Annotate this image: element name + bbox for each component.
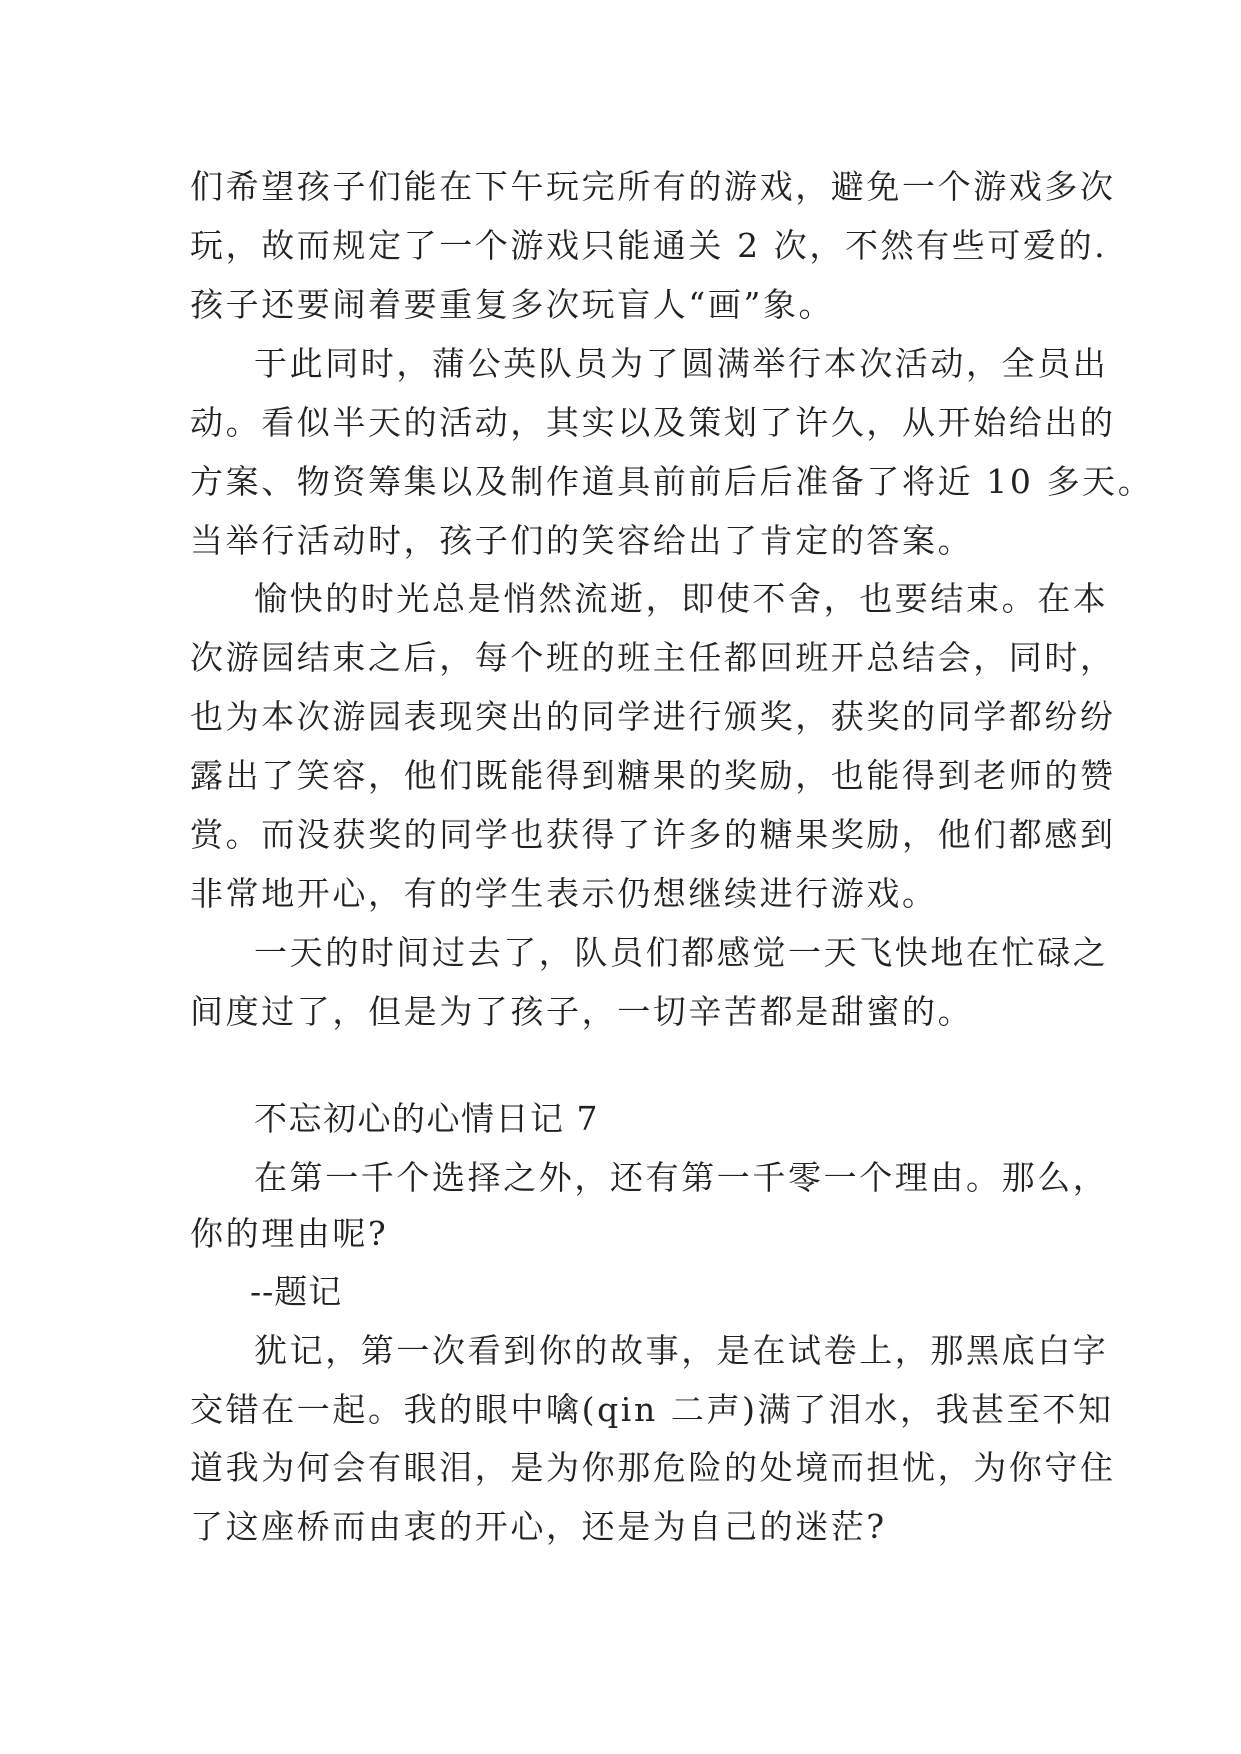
text-line: 赏。而没获奖的同学也获得了许多的糖果奖励，他们都感到 (190, 815, 1116, 854)
text-line: 你的理由呢? (190, 1214, 389, 1253)
section-title: 不忘初心的心情日记 7 (254, 1099, 599, 1138)
paragraph-start-line: 在第一千个选择之外，还有第一千零一个理由。那么， (254, 1158, 1109, 1197)
epigraph-label: --题记 (250, 1272, 343, 1311)
text-line: 孩子还要闹着要重复多次玩盲人“画”象。 (190, 285, 835, 324)
text-line: 露出了笑容，他们既能得到糖果的奖励，也能得到老师的赞 (190, 756, 1116, 795)
text-line: 次游园结束之后，每个班的班主任都回班开总结会，同时， (190, 638, 1116, 677)
text-line: 交错在一起。我的眼中噙(qin 二声)满了泪水，我甚至不知 (190, 1390, 1114, 1429)
paragraph-start-line: 愉快的时光总是悄然流逝，即使不舍，也要结束。在本 (254, 579, 1109, 618)
text-line: 们希望孩子们能在下午玩完所有的游戏，避免一个游戏多次 (190, 167, 1116, 206)
text-line: 非常地开心，有的学生表示仍想继续进行游戏。 (190, 874, 938, 913)
text-line: 当举行活动时，孩子们的笑容给出了肯定的答案。 (190, 521, 974, 560)
text-line: 动。看似半天的活动，其实以及策划了许久，从开始给出的 (190, 403, 1116, 442)
text-line: 间度过了，但是为了孩子，一切辛苦都是甜蜜的。 (190, 992, 974, 1031)
paragraph-start-line: 犹记，第一次看到你的故事，是在试卷上，那黑底白字 (254, 1331, 1109, 1370)
paragraph-start-line: 一天的时间过去了，队员们都感觉一天飞快地在忙碌之 (254, 933, 1109, 972)
text-line: 道我为何会有眼泪，是为你那危险的处境而担忧，为你守住 (190, 1448, 1116, 1487)
text-line: 了这座桥而由衷的开心，还是为自己的迷茫? (190, 1507, 887, 1546)
text-line: 方案、物资筹集以及制作道具前前后后准备了将近 10 多天。 (190, 462, 1154, 501)
paragraph-start-line: 于此同时，蒲公英队员为了圆满举行本次活动，全员出 (254, 344, 1109, 383)
text-line: 也为本次游园表现突出的同学进行颁奖，获奖的同学都纷纷 (190, 697, 1116, 736)
text-line: 玩，故而规定了一个游戏只能通关 2 次，不然有些可爱的. (190, 226, 1108, 265)
